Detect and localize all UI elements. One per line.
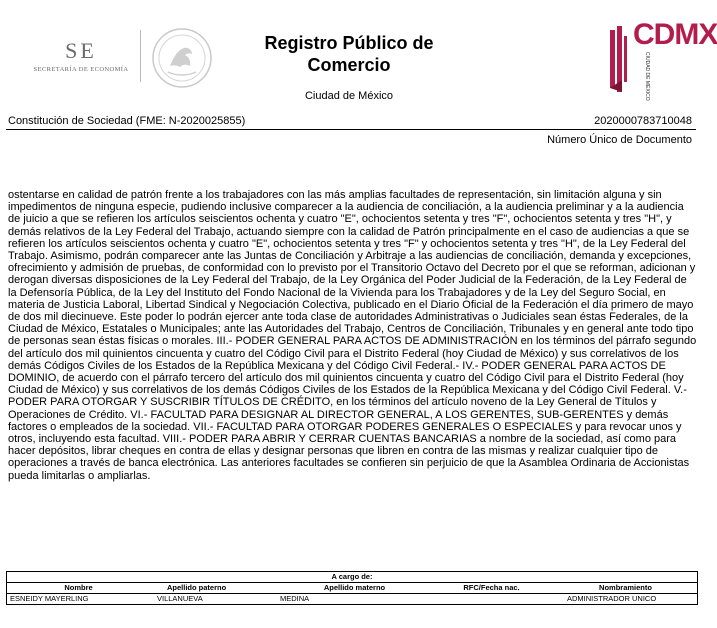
cdmx-logo-subtitle: CIUDAD DE MÉXICO bbox=[644, 52, 650, 101]
title-line-1: Registro Público de bbox=[264, 33, 434, 53]
document-number-label: Número Único de Documento bbox=[547, 134, 692, 146]
table-caption: A cargo de: bbox=[7, 572, 697, 583]
cell-apellido-paterno: VILLANUEVA bbox=[157, 594, 203, 603]
page-title bbox=[230, 32, 468, 76]
mexico-seal-icon bbox=[150, 26, 214, 90]
header-apellido-paterno: Apellido paterno bbox=[167, 583, 227, 592]
header-rfc: RFC/Fecha nac. bbox=[463, 583, 520, 592]
document-title: Constitución de Sociedad (FME: N-2020025855) bbox=[8, 115, 246, 127]
cell-rfc bbox=[429, 594, 554, 604]
document-body-text: ostentarse en calidad de patrón frente a los trabajadores con las más amplias facultades de representación, sin limitación alguna y sin impedimentos de ninguna especie, pudiendo inclusive comparecer a la audiencia de conciliación, a la audiencia preliminar y a la audiencia de juicio a que se refieren los artículos seiscientos ochenta y cuatro "E", ochocientos setenta y tres "F", ochocientos setenta y tres "H", y demás relativos de la Ley Federal del Trabajo, actuando siempre con la calidad de Patrón principalmente en el caso de audiencias a que se refieren los artículos seiscientos ochenta y cuatro "E", ochocientos setenta y tres "F" y ochocientos setenta y tres "H", de la Ley Federal del Trabajo. Asimismo, podrán comparecer ante las Juntas de Conciliación y Arbitraje a las audiencias de conciliación, demanda y excepciones, ofrecimiento y admisión de pruebas, de conformidad con lo previsto por el Transitorio Octavo del Decreto por el que se reforman, adicionan y derogan diversas disposiciones de la Ley Federal del Trabajo, de la Ley Orgánica del Poder Judicial de la Federación, de la Ley Federal de la Defensoría Pública, de la Ley del Instituto del Fondo Nacional de la Vivienda para los Trabajadores y de la Ley del Seguro Social, en materia de Justicia Laboral, Libertad Sindical y Negociación Colectiva, publicado en el Diario Oficial de la Federación el día primero de mayo de dos mil diecinueve. Este poder lo podrán ejercer ante toda clase de autoridades Administrativas o Judiciales sean éstas Federales, de la Ciudad de México, Estatales o Municipales; ante las Autoridades del Trabajo, Centros de Conciliación, Tribunales y en general ante todo tipo de personas sean éstas físicas o morales. III.- PODER GENERAL PARA ACTOS DE ADMINISTRACIÓN en los términos del párrafo segundo del artículo dos mil quinientos cincuenta y cuatro del Código Civil para el Distrito Federal (hoy Ciudad de México) y sus correlativos de los demás Códigos Civiles de los Estados de la República Mexicana y del Código Civil Federal.- IV.- PODER GENERAL PARA ACTOS DE DOMINIO, de acuerdo con el párrafo tercero del artículo dos mil quinientos cincuenta y cuatro del Código Civil para el Distrito Federal (hoy Ciudad de México) y sus correlativos de los demás Códigos Civiles de los Estados de la República Mexicana y del Código Civil Federal. V.- PODER PARA OTORGAR Y SUSCRIBIR TÍTULOS DE CRÉDITO, en los términos del artículo noveno de la Ley General de Títulos y Operaciones de Crédito. VI.- FACULTAD PARA DESIGNAR AL DIRECTOR GENERAL, A LOS GERENTES, SUB-GERENTES y demás factores o empleados de la sociedad. VII.- FACULTAD PARA OTORGAR PODERES GENERALES O ESPECIALES y para revocar unos y otros, incluyendo esta facultad. VIII.- PODER PARA ABRIR Y CERRAR CUENTAS BANCARIAS a nombre de la sociedad, así como para hacer depósitos, librar cheques en contra de ellas y designar personas que libren en contra de las mismas y realizar cualquier tipo de operaciones a través de banca electrónica. Las anteriores facultades se confieren sin perjuicio de que la Asamblea Ordinaria de Accionistas pueda limitarlas o ampliarlas. bbox=[8, 189, 697, 482]
se-logo-text: SE bbox=[65, 38, 97, 63]
header-apellido-materno: Apellido materno bbox=[323, 583, 386, 592]
cell-apellido-materno: MEDINA bbox=[280, 594, 310, 603]
table-row bbox=[7, 594, 697, 604]
officers-table bbox=[6, 571, 698, 605]
cell-nombre: ESNEIDY MAYERLING bbox=[10, 594, 89, 603]
title-line-2: Comercio bbox=[307, 55, 391, 75]
document-number: 2020000783710048 bbox=[594, 115, 692, 127]
header-nombramiento: Nombramiento bbox=[599, 583, 652, 592]
se-logo-subtitle: SECRETARÍA DE ECONOMÍA bbox=[33, 66, 129, 73]
cdmx-logo-text: CDMX bbox=[633, 18, 717, 51]
header-nombre: Nombre bbox=[64, 583, 93, 592]
header-divider bbox=[6, 129, 696, 130]
logo-divider bbox=[140, 30, 141, 82]
table-header-row bbox=[7, 583, 697, 594]
cell-nombramiento: ADMINISTRADOR UNICO bbox=[567, 594, 657, 603]
se-logo bbox=[28, 38, 134, 73]
city-label: Ciudad de México bbox=[304, 90, 394, 102]
